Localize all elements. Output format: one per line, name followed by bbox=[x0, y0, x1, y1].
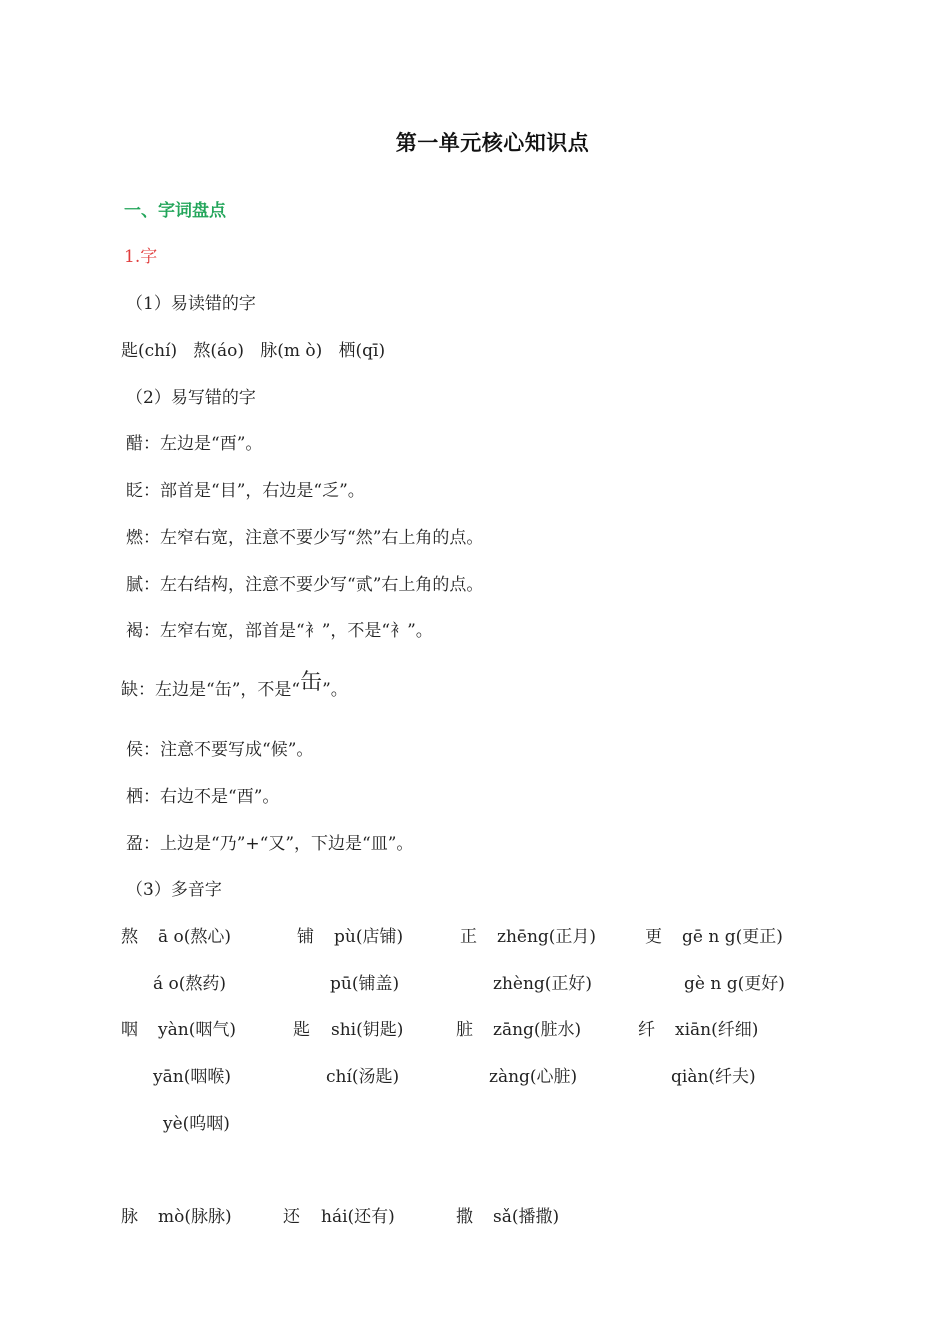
miswrite-item: 眨：部首是“目”，右边是“乏”。 bbox=[126, 481, 365, 501]
polyphone-char: 正 bbox=[460, 927, 477, 947]
polyphone-char: 更 bbox=[645, 927, 662, 947]
misread-item: 匙(chí) bbox=[121, 341, 178, 361]
easy-misread-list bbox=[121, 336, 385, 361]
polyphone-reading: zāng(脏水) bbox=[493, 1020, 582, 1040]
miswrite-item: 褐：左窄右宽，部首是“衤”，不是“衤”。 bbox=[126, 621, 433, 641]
misread-item: 熬(áo) bbox=[193, 341, 245, 361]
polyphone-reading: sǎ(播撒) bbox=[493, 1207, 560, 1227]
miswrite-item: 盈：上边是“乃”+“又”，下边是“皿”。 bbox=[126, 834, 414, 854]
polyphone-char: 纤 bbox=[638, 1020, 655, 1040]
polyphone-reading: qiàn(纤夫) bbox=[671, 1067, 756, 1087]
miswrite-item: 燃：左窄右宽，注意不要少写“然”右上角的点。 bbox=[126, 528, 484, 548]
miswrite-item: 腻：左右结构，注意不要少写“贰”右上角的点。 bbox=[126, 575, 484, 595]
wrong-glyph: 缶 bbox=[300, 670, 323, 695]
polyphone-reading: ā o(熬心) bbox=[158, 927, 232, 947]
miswrite-item: 醋：左边是“酉”。 bbox=[126, 434, 263, 454]
polyphone-reading: mò(脉脉) bbox=[158, 1207, 232, 1227]
part2-label: （2）易写错的字 bbox=[126, 388, 256, 408]
polyphone-reading: chí(汤匙) bbox=[326, 1067, 400, 1087]
miswrite-item: 栖：右边不是“酉”。 bbox=[126, 787, 280, 807]
miswrite-item: 侯：注意不要写成“候”。 bbox=[126, 740, 314, 760]
page-title: 第一单元核心知识点 bbox=[395, 131, 590, 155]
polyphone-reading: xiān(纤细) bbox=[675, 1020, 759, 1040]
polyphone-reading: yān(咽喉) bbox=[153, 1067, 231, 1087]
polyphone-char: 咽 bbox=[121, 1020, 138, 1040]
polyphone-reading: á o(熬药) bbox=[153, 974, 227, 994]
polyphone-reading: hái(还有) bbox=[321, 1207, 395, 1227]
polyphone-char: 还 bbox=[283, 1207, 300, 1227]
polyphone-char: 撒 bbox=[456, 1207, 473, 1227]
polyphone-reading: pū(铺盖) bbox=[330, 974, 400, 994]
que-tail: ”。 bbox=[322, 680, 348, 700]
polyphone-reading: zhēng(正月) bbox=[497, 927, 597, 947]
polyphone-reading: gē n g(更正) bbox=[682, 927, 783, 947]
polyphone-char: 脉 bbox=[121, 1207, 138, 1227]
polyphone-char: 脏 bbox=[456, 1020, 473, 1040]
misread-item: 脉(m ò) bbox=[260, 341, 323, 361]
polyphone-reading: yè(呜咽) bbox=[163, 1114, 230, 1134]
que-text: 缺：左边是“缶”，不是“ bbox=[121, 680, 301, 700]
polyphone-char: 熬 bbox=[121, 927, 138, 947]
polyphone-reading: pù(店铺) bbox=[334, 927, 404, 947]
subsection-heading: 1.字 bbox=[124, 247, 158, 267]
miswrite-item-que bbox=[121, 671, 348, 702]
misread-item: 栖(qī) bbox=[338, 341, 386, 361]
polyphone-char: 铺 bbox=[297, 927, 314, 947]
polyphone-reading: zàng(心脏) bbox=[489, 1067, 578, 1087]
polyphone-reading: yàn(咽气) bbox=[158, 1020, 236, 1040]
part3-label: （3）多音字 bbox=[126, 880, 222, 900]
section-heading: 一、字词盘点 bbox=[124, 201, 226, 221]
polyphone-reading: zhèng(正好) bbox=[493, 974, 593, 994]
polyphone-reading: shi(钥匙) bbox=[331, 1020, 404, 1040]
polyphone-char: 匙 bbox=[293, 1020, 310, 1040]
polyphone-reading: gè n g(更好) bbox=[684, 974, 785, 994]
part1-label: （1）易读错的字 bbox=[126, 294, 256, 314]
